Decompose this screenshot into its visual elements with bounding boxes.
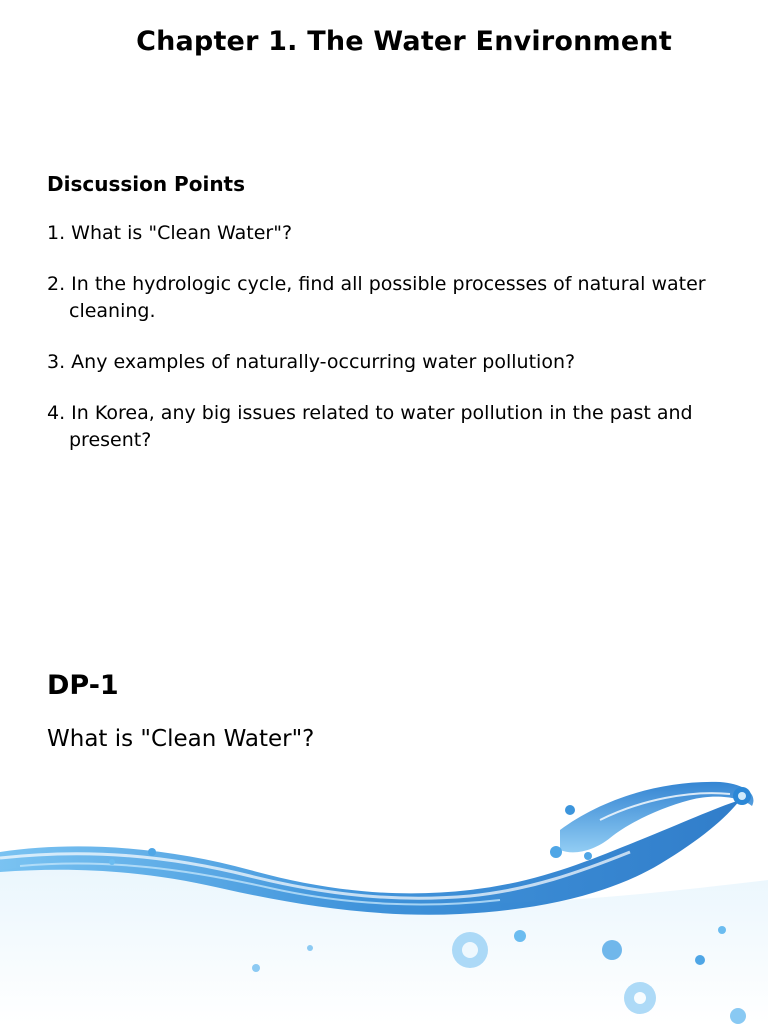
water-splash-image — [0, 760, 768, 1024]
chapter-title: Chapter 1. The Water Environment — [136, 26, 672, 57]
discussion-point-4: 4. In Korea, any big issues related to water pollution in the past and present? — [47, 402, 693, 451]
discussion-point-2: 2. In the hydrologic cycle, find all possible processes of natural water cleaning. — [47, 273, 706, 322]
discussion-point-1: 1. What is "Clean Water"? — [47, 222, 293, 244]
discussion-points-list — [47, 220, 727, 478]
dp1-heading: DP-1 — [47, 670, 119, 701]
discussion-points-heading: Discussion Points — [47, 172, 246, 196]
discussion-point-3: 3. Any examples of naturally-occurring water pollution? — [47, 351, 576, 373]
dp1-question: What is "Clean Water"? — [47, 726, 315, 752]
